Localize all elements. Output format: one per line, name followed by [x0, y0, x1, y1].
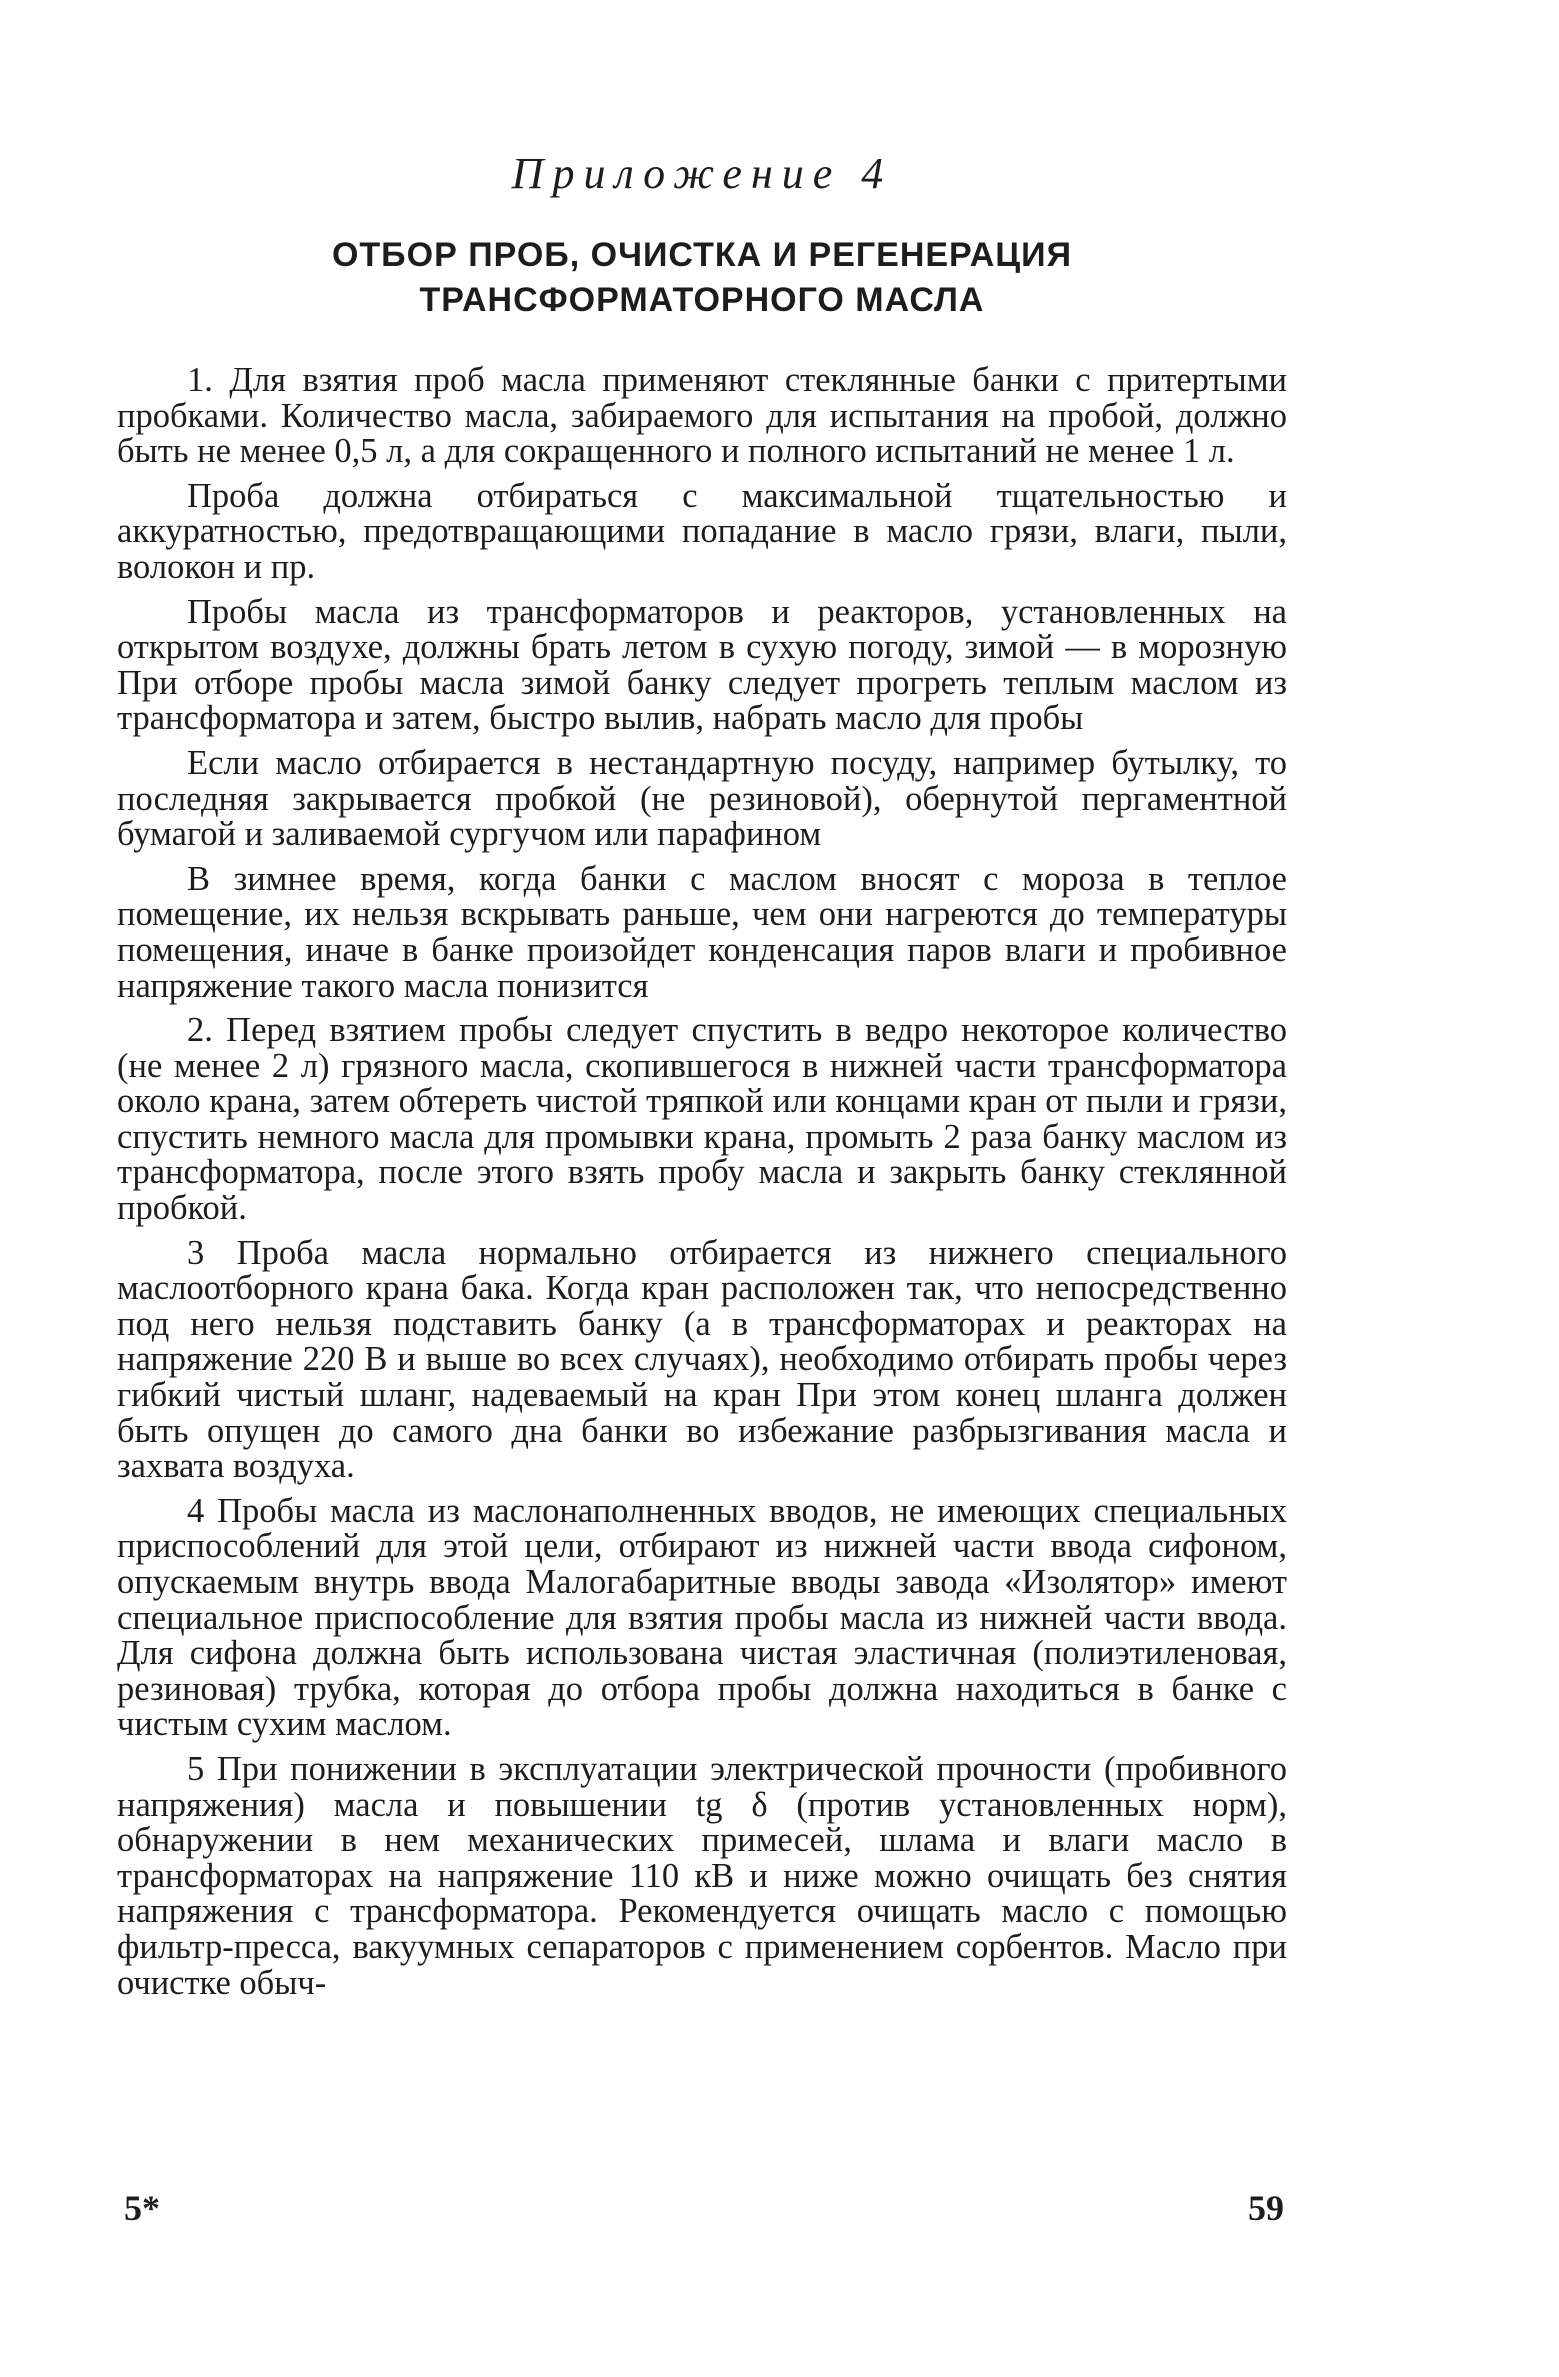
appendix-heading: Приложение 4 — [511, 149, 893, 198]
paragraph-9: 5 При понижении в эксплуатации электрической прочности (пробивного напряжения) масла и повышении tg δ (против установленных норм), обнаружении в нем механических примесей, шлама и влаги масло в трансформаторах на напряжение 110 кВ и ниже можно очищать без снятия напряжения с трансформатора. Рекомендуется очищать масло с помощью фильтр-пресса, вакуумных сепараторов с применением сорбентов. Масло при очистке обыч- — [117, 1749, 1287, 2002]
paragraph-4: Если масло отбирается в нестандартную посуду, например бутылку, то последняя закрывается пробкой (не резиновой), обернутой пергаментной бумагой и заливаемой сургучом или парафином — [117, 743, 1287, 854]
paragraph-7: 3 Проба масла нормально отбирается из нижнего специального маслоотборного крана бака. Когда кран расположен так, что непосредственно под него нельзя подставить банку (а в трансформаторах и реакторах на напряжение 220 В и выше во всех случаях), необходимо отбирать пробы через гибкий чистый шланг, надеваемый на кран При этом конец шланга должен быть опущен до самого дна банки во избежание разбрызгивания масла и захвата воздуха. — [117, 1233, 1287, 1486]
page-footer — [124, 2187, 1284, 2247]
paragraph-8: 4 Пробы масла из маслонаполненных вводов, не имеющих специальных приспособлений для этой цели, отбирают из нижней части ввода сифоном, опускаемым внутрь ввода Малогабаритные вводы завода «Изолятор» имеют специальное приспособление для взятия пробы масла из нижней части ввода. Для сифона должна быть использована чистая эластичная (полиэтиленовая, резиновая) трубка, которая до отбора пробы должна находиться в банке с чистым сухим маслом. — [117, 1491, 1287, 1744]
paragraph-2: Проба должна отбираться с максимальной тщательностью и аккуратностью, предотвращающими попадание в масло грязи, влаги, пыли, волокон и пр. — [117, 476, 1287, 586]
section-title-line-2: ТРАНСФОРМАТОРНОГО МАСЛА — [419, 281, 985, 319]
paragraph-1: 1. Для взятия проб масла применяют стеклянные банки с притертыми пробками. Количество масла, забираемого для испытания на пробой, должно быть не менее 0,5 л, а для сокращенного и полного испытаний не менее 1 л. — [117, 361, 1287, 471]
paragraph-5: В зимнее время, когда банки с маслом вносят с мороза в теплое помещение, их нельзя вскрывать раньше, чем они нагреются до температуры помещения, иначе в банке произойдет конденсация паров влаги и пробивное напряжение такого масла понизится — [117, 859, 1287, 1005]
paragraph-6: 2. Перед взятием пробы следует спустить в ведро некоторое количество (не менее 2 л) грязного масла, скопившегося в нижней части трансформатора около крана, затем обтереть чистой тряпкой или концами кран от пыли и грязи, спустить немного масла для промывки крана, промыть 2 раза банку маслом из трансформатора, после этого взять пробу масла и закрыть банку стеклянной пробкой. — [117, 1011, 1287, 1228]
section-title-line-1: ОТБОР ПРОБ, ОЧИСТКА И РЕГЕНЕРАЦИЯ — [331, 236, 1073, 274]
page-number: 59 — [1248, 2188, 1284, 2228]
body-text — [117, 363, 1287, 2001]
page-content — [117, 145, 1287, 2010]
signature-mark: 5* — [124, 2188, 160, 2228]
section-title — [117, 233, 1287, 323]
paragraph-3: Пробы масла из трансформаторов и реакторов, установленных на открытом воздухе, должны брать летом в сухую погоду, зимой — в морозную При отборе пробы масла зимой банку следует прогреть теплым маслом из трансформатора и затем, быстро вылив, набрать масло для пробы — [117, 592, 1287, 738]
